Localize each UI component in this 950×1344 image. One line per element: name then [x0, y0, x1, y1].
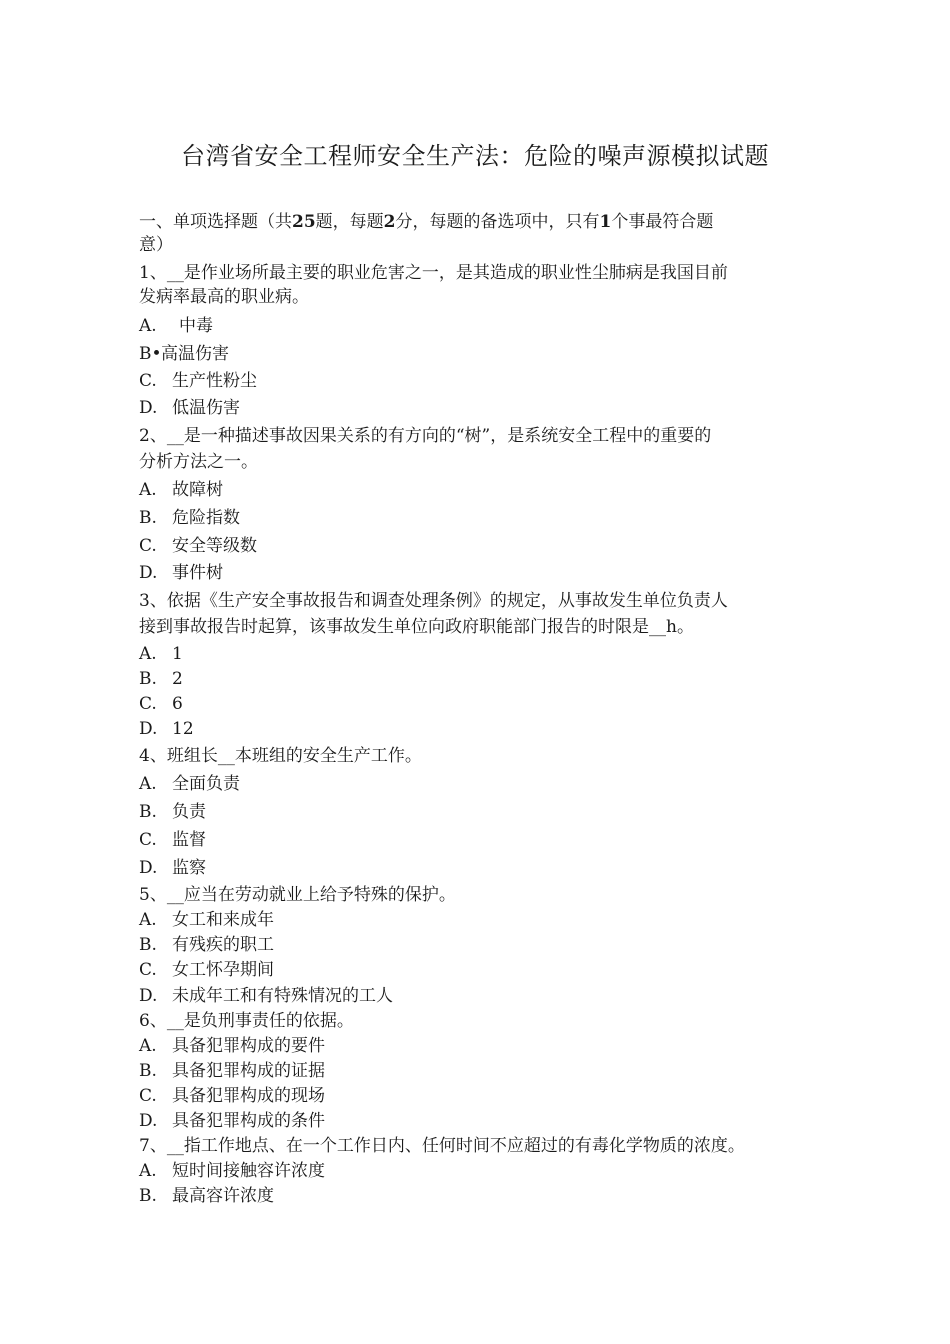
option-a: A. 故障树: [139, 480, 223, 500]
option-c: C. 6: [139, 694, 183, 714]
option-b: B. 危险指数: [139, 508, 240, 528]
option-a: A. 女工和来成年: [139, 910, 274, 930]
option-a: A. 全面负责: [139, 774, 240, 794]
option-d: D. 未成年工和有特殊情况的工人: [139, 986, 393, 1006]
option-b: B. 有残疾的职工: [139, 935, 274, 955]
question-stem: 4、班组长__本班组的安全生产工作。: [139, 746, 422, 766]
option-b: B. 具备犯罪构成的证据: [139, 1061, 325, 1081]
option-b: B. 负责: [139, 802, 206, 822]
question-stem: 6、__是负刑事责任的依据。: [139, 1011, 354, 1031]
question-stem: 1、__是作业场所最主要的职业危害之一，是其造成的职业性尘肺病是我国目前: [139, 263, 728, 283]
option-c: C. 具备犯罪构成的现场: [139, 1086, 325, 1106]
option-d: D. 低温伤害: [139, 398, 240, 418]
option-b: B•高温伤害: [139, 344, 229, 364]
option-a: A. 具备犯罪构成的要件: [139, 1036, 325, 1056]
option-a: A. 中毒: [139, 316, 213, 336]
question-stem: 5、__应当在劳动就业上给予特殊的保护。: [139, 885, 456, 905]
option-d: D. 具备犯罪构成的条件: [139, 1111, 325, 1131]
option-b: B. 最高容许浓度: [139, 1186, 274, 1206]
option-d: D. 监察: [139, 858, 206, 878]
option-c: C. 监督: [139, 830, 206, 850]
option-c: C. 生产性粉尘: [139, 371, 257, 391]
question-stem: 发病率最高的职业病。: [139, 287, 309, 307]
question-stem: 7、__指工作地点、在一个工作日内、任何时间不应超过的有毒化学物质的浓度。: [139, 1136, 745, 1156]
question-stem: 3、依据《生产安全事故报告和调查处理条例》的规定，从事故发生单位负责人: [139, 591, 728, 611]
question-stem: 接到事故报告时起算，该事故发生单位向政府职能部门报告的时限是__h。: [139, 617, 694, 637]
option-d: D. 事件树: [139, 563, 223, 583]
section-heading-cont: 意）: [139, 235, 173, 255]
option-a: A. 短时间接触容许浓度: [139, 1161, 325, 1181]
page-title: 台湾省安全工程师安全生产法：危险的噪声源模拟试题: [181, 142, 769, 170]
option-d: D. 12: [139, 719, 194, 739]
question-stem: 2、__是一种描述事故因果关系的有方向的“树”，是系统安全工程中的重要的: [139, 426, 712, 446]
section-heading: 一、单项选择题（共25题，每题2分，每题的备选项中，只有1个事最符合题: [139, 212, 714, 232]
question-stem: 分析方法之一。: [139, 452, 258, 472]
option-b: B. 2: [139, 669, 183, 689]
option-c: C. 安全等级数: [139, 536, 257, 556]
option-a: A. 1: [139, 644, 183, 664]
option-c: C. 女工怀孕期间: [139, 960, 274, 980]
